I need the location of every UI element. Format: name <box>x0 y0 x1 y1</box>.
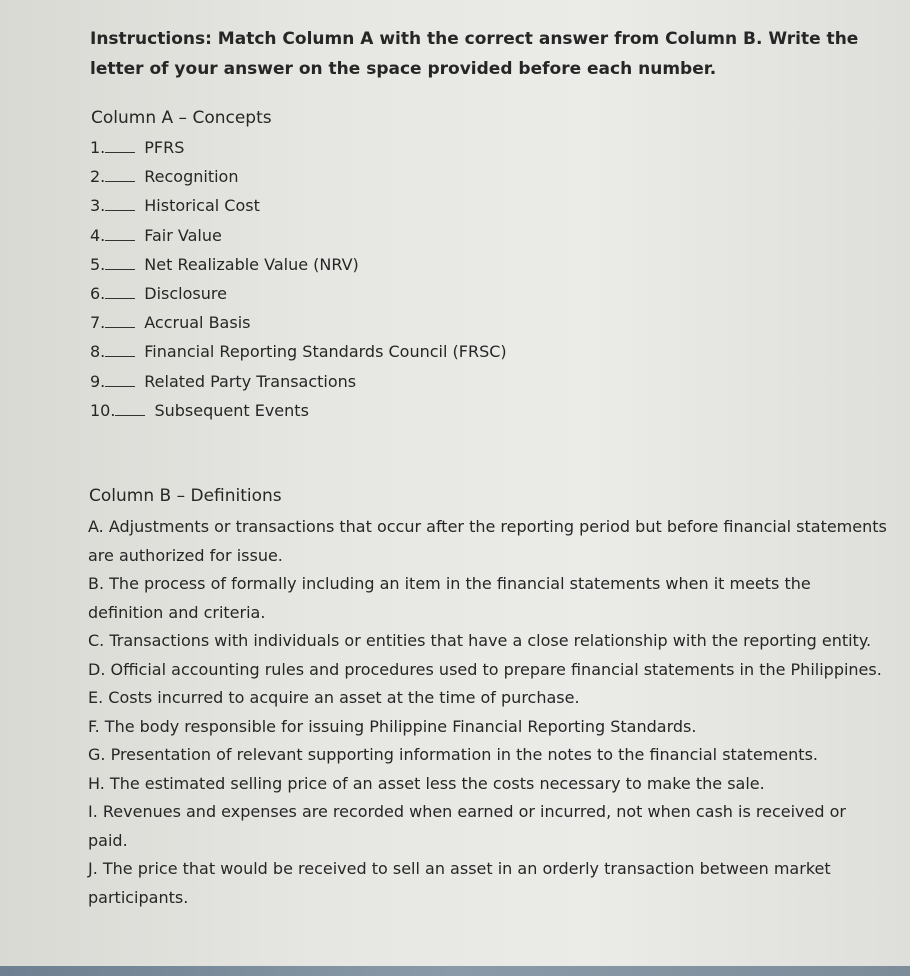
concept-label: Historical Cost <box>144 196 260 216</box>
column-a-list <box>90 133 790 425</box>
answer-blank[interactable] <box>105 135 135 153</box>
column-a-item <box>90 367 790 396</box>
column-a-title: Column A – Concepts <box>91 108 272 128</box>
item-number: 5. <box>90 254 106 274</box>
concept-label: Financial Reporting Standards Council (FRSC) <box>144 342 507 362</box>
column-a-item <box>90 191 790 220</box>
definition-item: H. The estimated selling price of an asset less the costs necessary to make the sale. <box>88 773 765 793</box>
answer-blank[interactable] <box>105 369 135 387</box>
definition-item: I. Revenues and expenses are recorded when earned or incurred, not when cash is received or paid. <box>88 802 846 850</box>
item-number: 1. <box>90 138 106 157</box>
column-a-item <box>90 396 790 425</box>
item-number: 6. <box>90 283 106 303</box>
definition-item: A. Adjustments or transactions that occur after the reporting period but before financial statements are authorized for issue. <box>88 517 887 565</box>
column-a-item <box>90 279 790 308</box>
column-a-item <box>90 308 790 337</box>
column-b-list <box>88 513 888 912</box>
bottom-edge-strip <box>0 966 910 976</box>
answer-blank[interactable] <box>105 281 135 299</box>
column-b-title: Column B – Definitions <box>89 486 282 506</box>
instructions-text: Instructions: Match Column A with the correct answer from Column B. Write the letter of your answer on the space provided before each number. <box>90 29 859 79</box>
item-number: 7. <box>90 313 106 333</box>
concept-label: Disclosure <box>144 283 227 303</box>
concept-label: Subsequent Events <box>154 400 309 420</box>
item-number: 10. <box>90 400 116 420</box>
column-a-item <box>90 162 790 191</box>
concept-label: Fair Value <box>144 225 222 245</box>
definition-item: E. Costs incurred to acquire an asset at the time of purchase. <box>88 688 580 707</box>
item-number: 8. <box>90 342 106 362</box>
definition-item: F. The body responsible for issuing Philippine Financial Reporting Standards. <box>88 716 697 736</box>
item-number: 2. <box>90 167 106 187</box>
definition-item: J. The price that would be received to sell an asset in an orderly transaction between market participants. <box>88 859 831 907</box>
answer-blank[interactable] <box>105 223 135 241</box>
concept-label: Recognition <box>144 167 239 187</box>
answer-blank[interactable] <box>105 252 135 270</box>
concept-label: Accrual Basis <box>144 313 251 333</box>
item-number: 9. <box>90 371 106 391</box>
column-a-item <box>90 337 790 366</box>
definition-item: D. Official accounting rules and procedures used to prepare financial statements in the Philippines. <box>88 659 882 679</box>
answer-blank[interactable] <box>105 164 135 182</box>
column-a-item <box>90 250 790 279</box>
definition-item: C. Transactions with individuals or entities that have a close relationship with the reporting entity. <box>88 631 872 650</box>
column-a-item <box>90 221 790 250</box>
item-number: 4. <box>90 225 106 245</box>
answer-blank[interactable] <box>105 310 135 328</box>
concept-label: PFRS <box>144 138 185 157</box>
answer-blank[interactable] <box>105 193 135 211</box>
concept-label: Net Realizable Value (NRV) <box>144 254 359 274</box>
concept-label: Related Party Transactions <box>144 371 357 391</box>
answer-blank[interactable] <box>115 398 145 416</box>
column-a-item <box>90 133 790 162</box>
item-number: 3. <box>90 196 106 216</box>
answer-blank[interactable] <box>105 339 135 357</box>
definition-item: B. The process of formally including an item in the financial statements when it meets the definition and criteria. <box>88 574 811 622</box>
definition-item: G. Presentation of relevant supporting information in the notes to the financial statements. <box>88 745 818 764</box>
